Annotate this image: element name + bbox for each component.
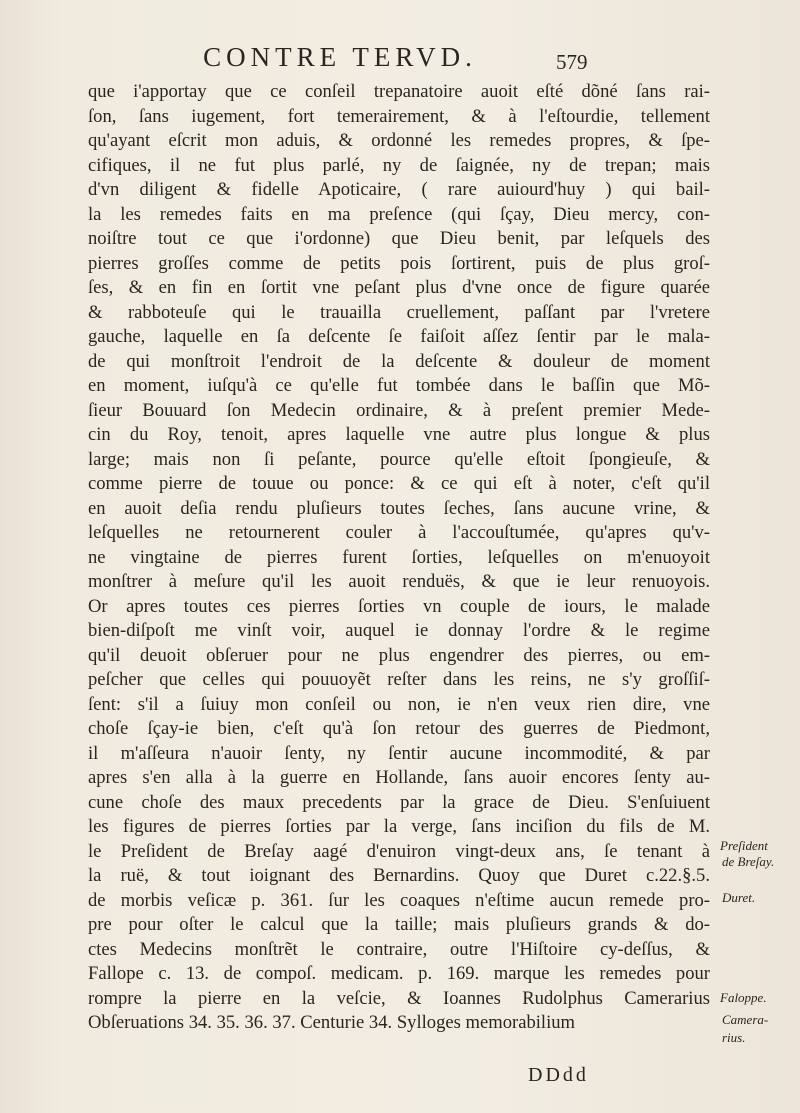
running-head: CONTRE TERVD. [203,42,477,72]
text-line: peſcher que celles qui pouuoyẽt reſter dans les reins, ne s'y groſſiſ- [88,669,710,690]
text-line: pre pour oſter le calcul que la taille; mais pluſieurs grands & do- [88,914,710,935]
marginal-note-president: Preſident [720,838,768,853]
text-line: qu'il deuoit obſeruer pour ne plus engendrer des pierres, ou em- [88,644,710,666]
text-line: cifiques, il ne fut plus parlé, ny de ſaignée, ny de trepan; mais [88,154,710,176]
text-line: qu'ayant eſcrit mon aduis, & ordonné les remedes propres, & ſpe- [88,130,710,151]
marginal-note-camerarius: Camera- [722,1012,769,1027]
text-line: que i'apportay que ce conſeil trepanatoire auoit eſté dõné ſans rai- [88,81,710,102]
body-text [88,80,710,1036]
text-line: Fallope c. 13. de compoſ. medicam. p. 169. marque les remedes pour [88,963,710,984]
text-line: monſtrer à meſure qu'il les auoit renduës, & que ie leur renuoyois. [88,571,710,592]
text-line: ſon, ſans iugement, fort temerairement, & à l'eſtourdie, tellement [88,105,710,127]
marginal-note-faloppe: Faloppe. [720,990,767,1005]
text-line: de morbis veſicæ p. 361. ſur les coaques n'eſtime aucun remede pro- [88,889,710,911]
signature-mark: DDdd [528,1064,589,1086]
text-line: ctes Medecins monſtrẽt le contraire, outre l'Hiſtoire cy-deſſus, & [88,938,710,960]
text-line: la les remedes faits en ma preſence (qui ſçay, Dieu mercy, con- [88,203,710,225]
text-line: cin du Roy, tenoit, apres laquelle vne autre plus longue & plus [88,424,710,445]
page-number: 579 [556,50,588,74]
text-line: de qui monſtroit l'endroit de la deſcente & douleur de moment [88,350,710,372]
text-line: comme pierre de touue ou ponce: & ce qui eſt à noter, c'eſt qu'il [88,473,710,494]
text-line: la ruë, & tout ioignant des Bernardins. Quoy que Duret c.22.§.5. [88,865,710,886]
text-line: rompre la pierre en la veſcie, & Ioannes Rudolphus Camerarius [88,987,710,1009]
text-line: ſent: s'il a ſuiuy mon conſeil ou non, ie n'en veux rien dire, vne [88,693,710,715]
text-line: pierres groſſes comme de petits pois ſortirent, puis de plus groſ- [88,252,710,274]
text-line: Or apres toutes ces pierres ſorties vn couple de iours, le malade [88,595,710,617]
text-line: leſquelles ne retournerent couler à l'accouſtumée, qu'apres qu'v- [88,522,710,543]
text-line: bien-diſpoſt me vinſt voir, auquel ie donnay l'ordre & le regime [88,620,710,641]
text-line: apres s'en alla à la guerre en Hollande, ſans auoir encores ſenty au- [88,767,710,788]
text-line: d'vn diligent & fidelle Apoticaire, ( rare auiourd'huy ) qui bail- [88,179,710,200]
text-line: Obſeruations 34. 35. 36. 37. Centurie 34. Sylloges memorabilium [88,1012,575,1033]
text-line: noiſtre tout ce que i'ordonne) que Dieu benit, par leſquels des [88,228,710,249]
text-line: les figures de pierres ſorties par la verge, ſans inciſion du fils de M. [88,816,710,837]
text-line: en auoit deſia rendu pluſieurs toutes ſeches, ſans aucune vrine, & [88,497,710,519]
text-line: ſieur Bouuard ſon Medecin ordinaire, & à preſent premier Mede- [88,399,710,421]
text-line: il m'aſſeura n'auoir ſenty, ny ſentir aucune incommodité, & par [88,742,710,764]
marginal-note-rius: rius. [722,1030,746,1045]
text-line: ſes, & en fin en ſortit vne peſant plus d'vne once de figure quarée [88,277,710,298]
text-line: gauche, laquelle en ſa deſcente ſe faiſoit aſſez ſentir par le mala- [88,326,710,347]
text-line: & rabboteuſe qui le trauailla cruellement, paſſant par l'vretere [88,301,710,323]
marginal-note-bresay: de Breſay. [722,854,775,869]
text-line: choſe ſçay-ie bien, c'eſt qu'à ſon retour des guerres de Piedmont, [88,718,710,739]
marginal-note-duret: Duret. [722,890,756,905]
text-line: en moment, iuſqu'à ce qu'elle fut tombée dans le baſſin que Mõ- [88,375,710,396]
text-line: large; mais non ſi peſante, pource qu'elle eſtoit ſpongieuſe, & [88,448,710,470]
text-line: ne vingtaine de pierres furent ſorties, leſquelles on m'enuoyoit [88,546,710,568]
text-line: cune choſe des maux precedents par la grace de Dieu. S'enſuiuent [88,791,710,813]
text-line: le Preſident de Breſay aagé d'enuiron vingt-deux ans, ſe tenant à [88,840,710,862]
